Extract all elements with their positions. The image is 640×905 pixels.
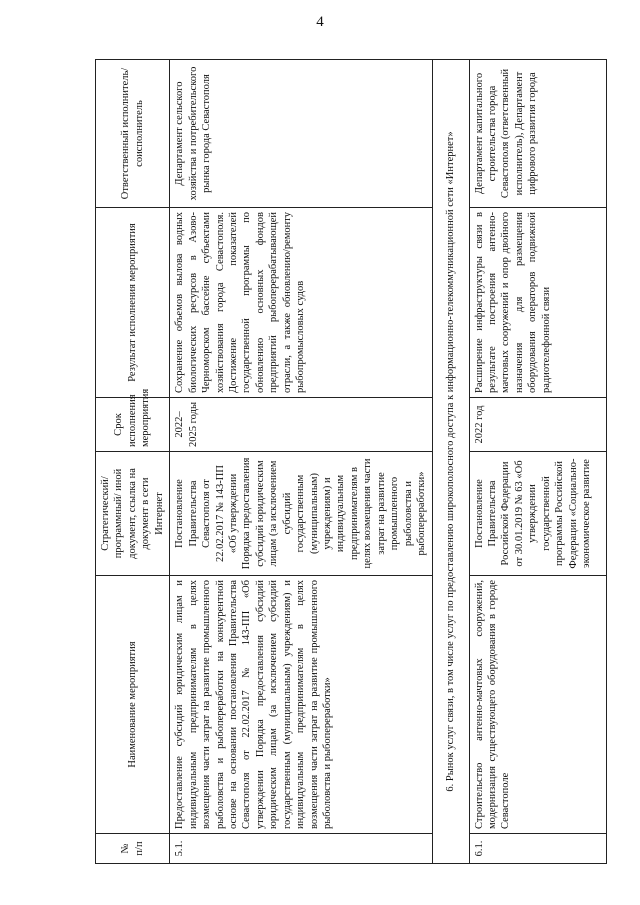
measures-table xyxy=(95,59,607,864)
header-name: Наименование мероприятия xyxy=(96,576,170,834)
section-heading-row xyxy=(432,60,469,864)
header-responsible: Ответственный исполнитель/ соисполнитель xyxy=(96,60,170,208)
rotated-table-container xyxy=(95,60,602,864)
table-header-row xyxy=(96,60,170,864)
cell-name: Предоставление субсидий юридическим лицам и индивидуальным предпринимателям в целях возмещения части затрат на развитие промышленного рыболовства и рыбопереработки на конкурентной основе на основании постановления Правительства Севастополя от 22.02.2017 № 143-ПП «Об утверждении Порядка предоставления субсидий юридическим лицам (за исключением субсидий государственным (муниципальным) учреждениям) и индивидуальным предпринимателям в целях возмещения части затрат на развитие промышленного рыболовства и рыбопереработки» xyxy=(170,576,432,834)
cell-num: 6.1. xyxy=(469,834,606,864)
cell-responsible: Департамент сельского хозяйства и потребительского рынка города Севастополя xyxy=(170,60,432,208)
header-term: Срок исполнения мероприятия xyxy=(96,398,170,452)
cell-responsible: Департамент капитального строительства города Севастополя (ответственный исполнитель), Департамент цифрового развития города xyxy=(469,60,606,208)
header-num: № п/п xyxy=(96,834,170,864)
cell-result: Сохранение объемов вылова водных биологических ресурсов в Азово-Черноморском бассейне субъектами хозяйствования города Севастополя. Достижение показателей государственной программы по обновлению основных фондов предприятий рыбоперерабатывающей отрасли, а также обновлению/ремонту рыбопромысловых судов xyxy=(170,208,432,398)
header-result: Результат исполнения мероприятия xyxy=(96,208,170,398)
cell-term: 2022–2025 годы xyxy=(170,398,432,452)
cell-result: Расширение инфраструктуры связи в результате построения антенно-мачтовых сооружений и опор двойного назначения для размещения оборудования операторов подвижной радиотелефонной связи xyxy=(469,208,606,398)
cell-num: 5.1. xyxy=(170,834,432,864)
cell-term: 2022 год xyxy=(469,398,606,452)
cell-document: Постановление Правительства Севастополя от 22.02.2017 № 143-ПП «Об утверждении Порядка предоставления субсидий юридическим лицам (за исключением субсидий государственным (муниципальным) учреждениям) и индивидуальным предпринимателям в целях возмещения части затрат на развитие промышленного рыболовства и рыбопереработки» xyxy=(170,452,432,576)
header-document: Стратегический/ программный/ иной документ, ссылка на документ в сети Интернет xyxy=(96,452,170,576)
table-row xyxy=(170,60,432,864)
table-row xyxy=(469,60,606,864)
page-number: 4 xyxy=(316,14,324,30)
cell-document: Постановление Правительства Российской Федерации от 30.01.2019 № 63 «Об утверждении государственной программы Российской Федерации «Социально-экономическое развитие xyxy=(469,452,606,576)
cell-name: Строительство антенно-мачтовых сооружений, модернизация существующего оборудования в городе Севастополе xyxy=(469,576,606,834)
section-heading: 6. Рынок услуг связи, в том числе услуг по предоставлению широкополосного доступа к информационно-телекоммуникационной сети «Интернет» xyxy=(432,60,469,864)
